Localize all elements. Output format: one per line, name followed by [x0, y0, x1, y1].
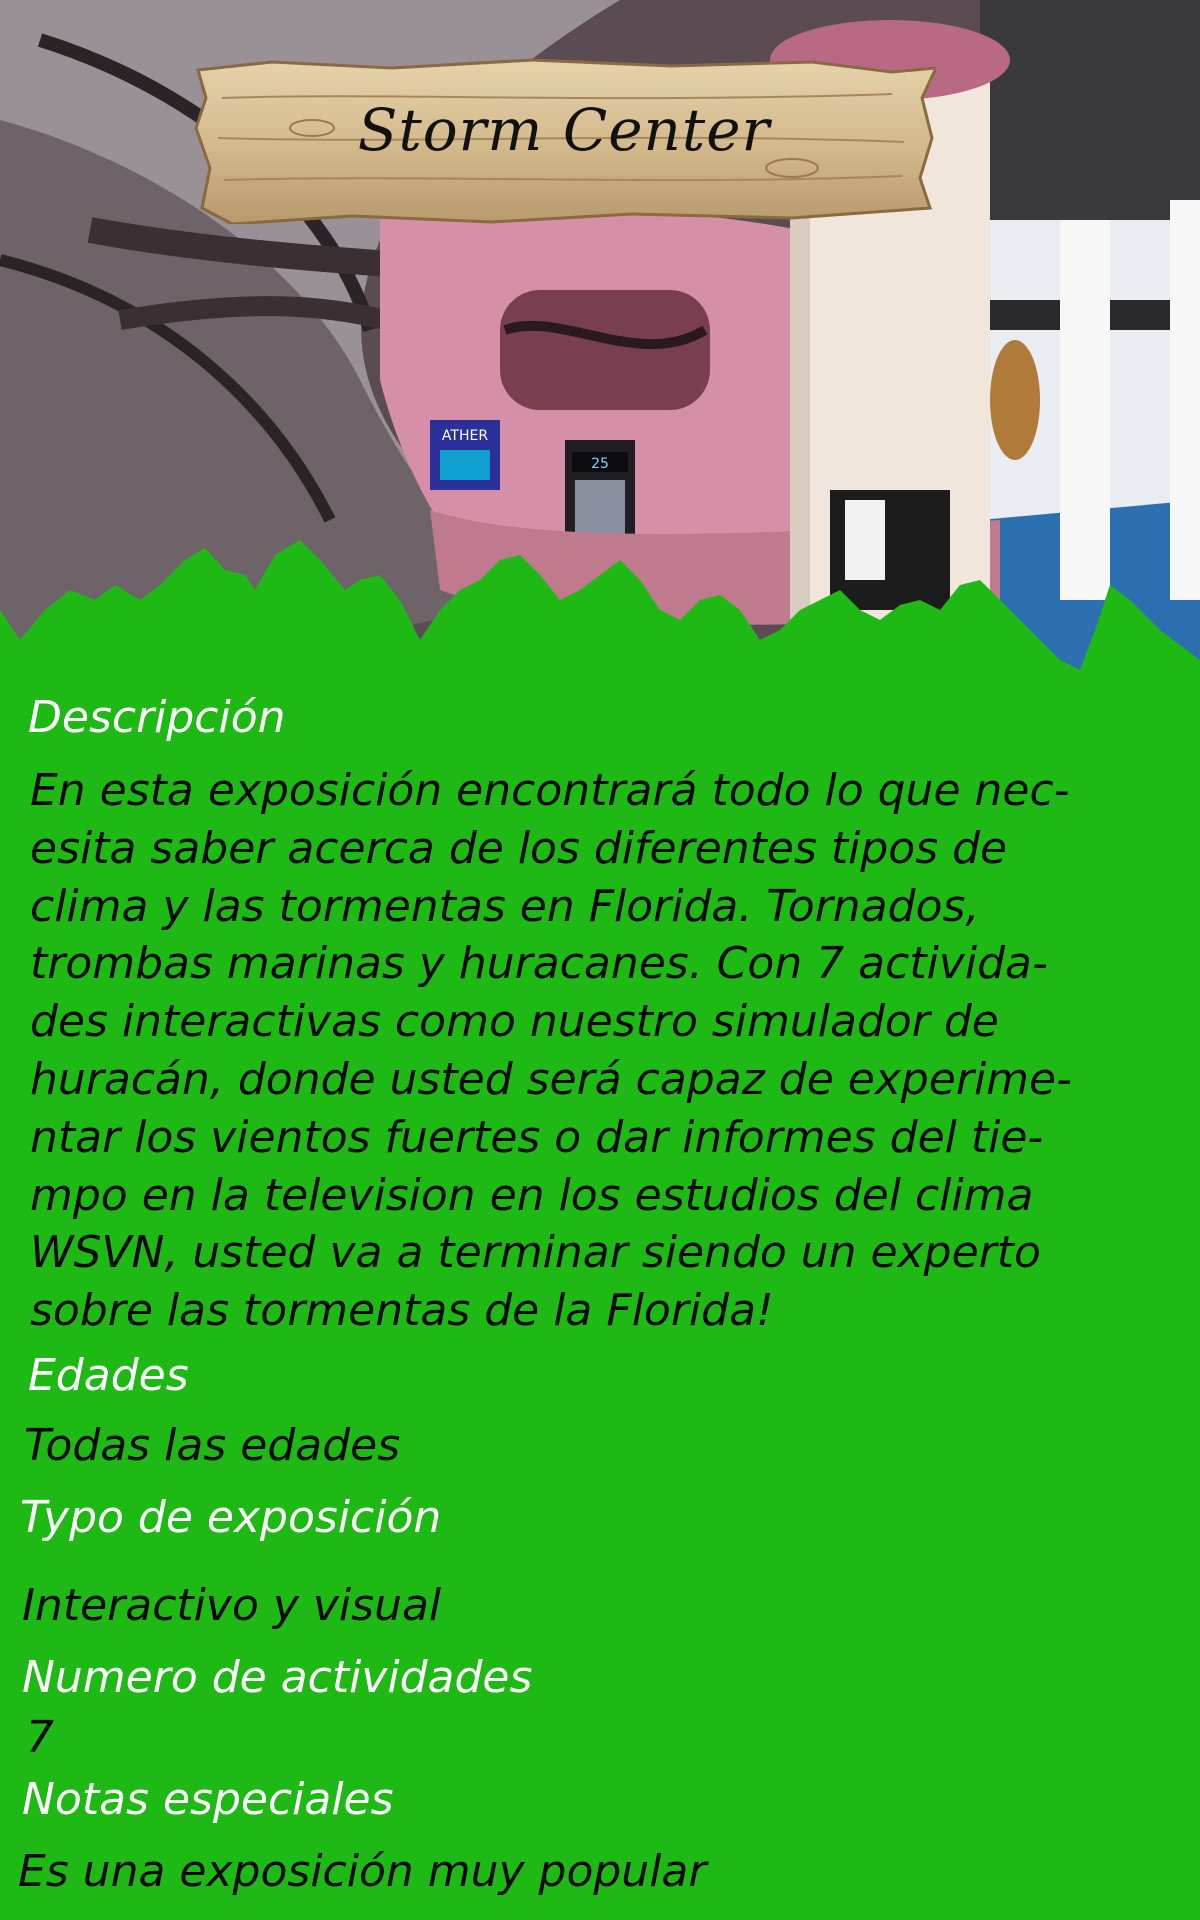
description-line: sobre las tormentas de la Florida! — [30, 1285, 774, 1337]
description-line: clima y las tormentas en Florida. Tornados, — [30, 880, 980, 932]
description-line: des interactivas como nuestro simulador de — [30, 996, 999, 1048]
exhibit-title: Storm Center — [357, 96, 771, 164]
notes-heading: Notas especiales — [22, 1774, 394, 1825]
notes-value: Es una exposición muy popular — [18, 1846, 707, 1897]
ages-value: Todas las edades — [24, 1420, 401, 1471]
description-heading: Descripción — [28, 692, 286, 743]
description-text — [30, 762, 1180, 1340]
exhibit-type-heading: Typo de exposición — [20, 1492, 442, 1543]
description-line: trombas marinas y huracanes. Con 7 activida- — [30, 938, 1048, 990]
description-line: esita saber acerca de los diferentes tipos de — [30, 822, 1008, 874]
screen-text: ATHER — [441, 428, 489, 444]
ages-heading: Edades — [28, 1350, 189, 1401]
description-line: WSVN, usted va a terminar siendo un experto — [30, 1227, 1041, 1279]
description-line: mpo en la television en los estudios del clima — [30, 1169, 1034, 1221]
activities-value: 7 — [26, 1712, 54, 1763]
activities-heading: Numero de actividades — [22, 1652, 533, 1703]
description-line: huracán, donde usted será capaz de experime- — [30, 1053, 1072, 1105]
description-line: ntar los vientos fuertes o dar informes del tie- — [30, 1111, 1044, 1163]
description-line: En esta exposición encontrará todo lo que nec- — [30, 765, 1070, 816]
exhibit-type-value: Interactivo y visual — [22, 1580, 442, 1631]
kiosk-counter: 25 — [591, 456, 609, 472]
